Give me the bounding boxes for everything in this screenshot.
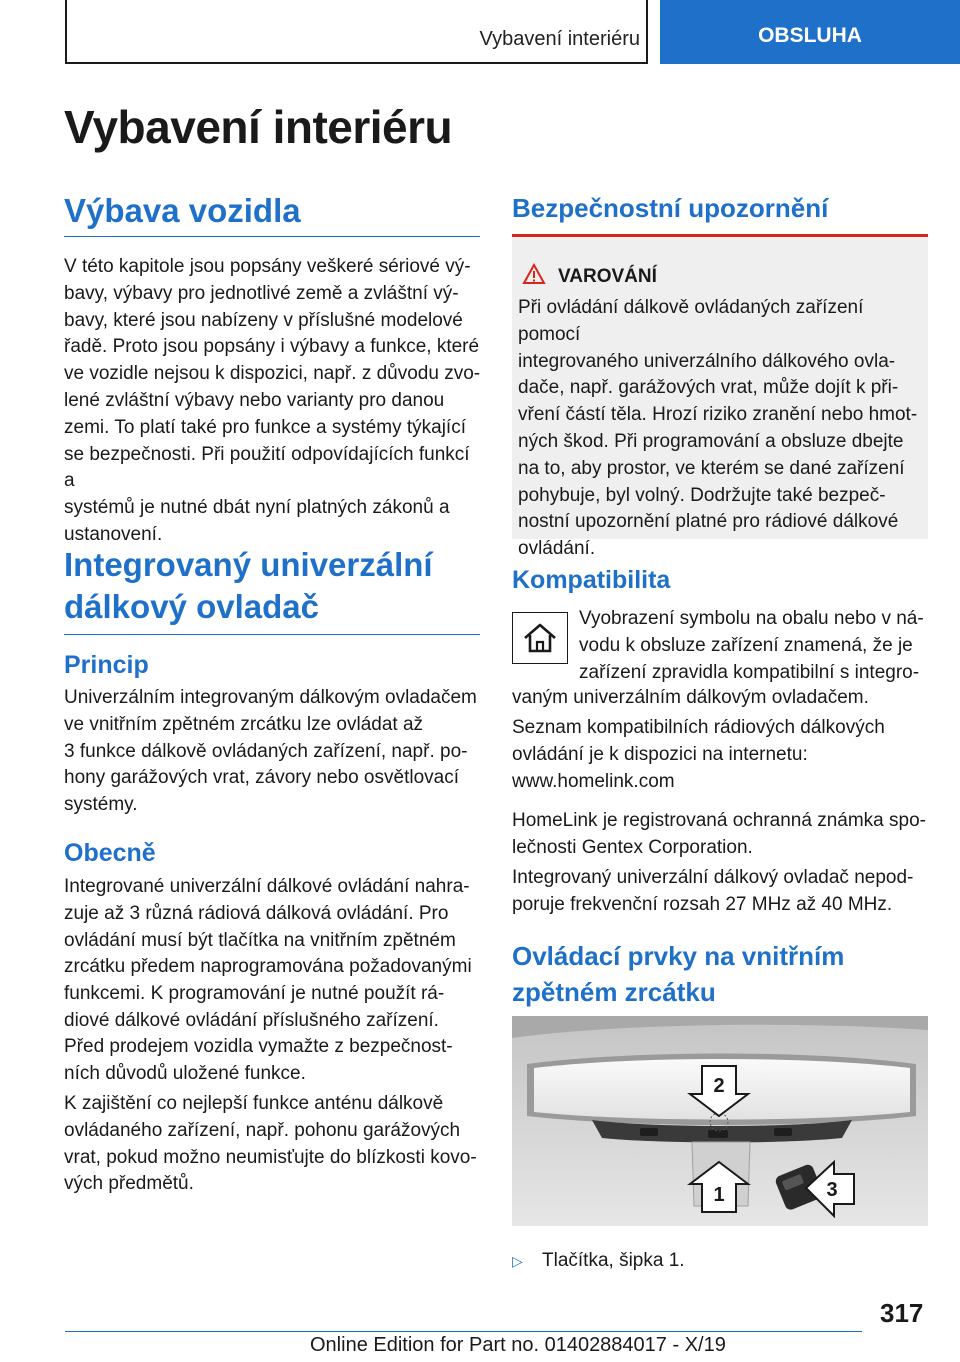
heading-ovladaci — [512, 938, 844, 1010]
header-chapter-tab: OBSLUHA — [660, 0, 960, 64]
heading-bezpecnostni: Bezpečnostní upozornění — [512, 193, 829, 223]
text-line: integrovaného univerzálního dálkového ovla- — [518, 350, 896, 372]
obecne-para-1 — [64, 874, 484, 1035]
kompatibilita-para-3 — [512, 808, 932, 862]
text-line: lečnosti Gentex Corporation. — [512, 836, 753, 858]
text-line: řadě. Proto jsou popsány i výbavy a funkce, které — [64, 336, 480, 358]
mirror-figure — [512, 1016, 928, 1226]
text-line: nostní upozornění platné pro rádiové dálkové — [518, 511, 899, 533]
text-line: vření částí těla. Hrozí riziko zranění nebo hmot- — [518, 404, 918, 426]
text-line: ustanovení. — [64, 523, 163, 545]
text-line: 3 funkce dálkově ovládaných zařízení, např. po- — [64, 740, 468, 762]
obecne-para-3 — [64, 1091, 484, 1198]
text-line: hony garážových vrat, závory nebo osvětlovací — [64, 767, 459, 789]
kompatibilita-para-2 — [512, 715, 932, 795]
heading-line: Integrovaný univerzální — [64, 546, 433, 583]
text-line: ovládání musí být tlačítka na vnitřním zpětném — [64, 929, 456, 951]
warning-text — [518, 295, 928, 563]
text-line: funkcemi. K programování je nutné použít rá- — [64, 983, 445, 1005]
text-line: Při ovládání dálkově ovládaných zařízení pomocí — [518, 297, 864, 345]
text-line: vodu k obsluze zařízení znamená, že je — [579, 634, 913, 656]
obecne-para-2 — [64, 1034, 484, 1088]
text-line: Vyobrazení symbolu na obalu nebo v ná- — [579, 608, 924, 629]
kompatibilita-icon-text — [579, 606, 931, 686]
text-line: vých předmětů. — [64, 1173, 194, 1195]
text-line: na to, aby prostor, ve kterém se dané zařízení — [518, 457, 905, 479]
text-line: ovládání. — [518, 538, 596, 560]
figure-label-3: 3 — [826, 1179, 838, 1201]
text-line: zuje až 3 různá rádiová dálková ovládání. Pro — [64, 902, 449, 924]
warning-title: VAROVÁNÍ — [558, 266, 657, 287]
text-line: ních důvodů uložené funkce. — [64, 1062, 306, 1084]
homelink-url: www.homelink.com — [512, 770, 675, 792]
text-line: Před prodejem vozidla vymažte z bezpečnost- — [64, 1036, 453, 1057]
text-line: bavy, výbavy pro jednotlivé země a zvláštní vý- — [64, 282, 459, 304]
header-section-title: Vybavení interiéru — [479, 28, 640, 50]
text-line: Seznam kompatibilních rádiových dálkových — [512, 717, 885, 738]
heading-princip: Princip — [64, 651, 149, 679]
text-line: poruje frekvenční rozsah 27 MHz až 40 MHz. — [512, 893, 893, 915]
text-line: ovládaného zařízení, např. pohonu garážových — [64, 1119, 461, 1141]
text-line: zrcátku předem naprogramována požadovanými — [64, 956, 472, 978]
heading-line: Ovládací prvky na vnitřním — [512, 941, 845, 971]
text-line: zemi. To platí také pro funkce a systémy týkající — [64, 416, 466, 438]
text-line: K zajištění co nejlepší funkce anténu dálkově — [64, 1093, 444, 1114]
figure-bullet — [512, 1248, 685, 1275]
figure-label-1: 1 — [713, 1184, 725, 1206]
princip-text — [64, 685, 484, 819]
heading-integrovany — [64, 544, 480, 635]
text-line: Univerzálním integrovaným dálkovým ovladačem — [64, 687, 477, 708]
section-vybava — [64, 190, 480, 237]
vybava-text — [64, 254, 484, 549]
text-line: se bezpečnosti. Při použití odpovídajících funkcí a — [64, 443, 470, 492]
footer-edition: Online Edition for Part no. 01402884017 - X/19 — [310, 1334, 726, 1356]
warning-box — [512, 234, 928, 560]
text-line: diové dálkové ovládání příslušného zařízení. — [64, 1009, 439, 1031]
text-line: bavy, které jsou nabízeny v příslušné modelové — [64, 309, 463, 331]
text-line: ných škod. Při programování a obsluze dbejte — [518, 430, 904, 452]
figure-label-2: 2 — [713, 1075, 725, 1097]
text-line: systémy. — [64, 794, 138, 816]
text-line: ovládání je k dispozici na internetu: — [512, 743, 808, 765]
kompatibilita-para-4 — [512, 865, 932, 919]
warning-triangle-icon — [522, 263, 546, 291]
heading-line: zpětném zrcátku — [512, 977, 716, 1007]
text-line: lené zvláštní výbavy nebo varianty pro danou — [64, 389, 445, 411]
text-line: systémů je nutné dbát nyní platných zákonů a — [64, 497, 450, 519]
kompatibilita-text — [512, 685, 932, 712]
text-line: V této kapitole jsou popsány veškeré sériové vý- — [64, 256, 471, 277]
text-line: Integrovaný univerzální dálkový ovladač nepod- — [512, 867, 914, 888]
text-line: Integrované univerzální dálkové ovládání nahra- — [64, 876, 470, 897]
heading-obecne: Obecně — [64, 839, 156, 867]
text-line: ve vozidle nejsou k dispozici, např. z důvodu zvo- — [64, 363, 481, 385]
bullet-triangle-icon: ▷ — [512, 1252, 523, 1269]
text-line: vaným univerzálním dálkovým ovladačem. — [512, 687, 869, 708]
text-line: HomeLink je registrovaná ochranná známka spo- — [512, 810, 926, 831]
page-number: 317 — [880, 1298, 924, 1328]
text-line: ve vnitřním zpětném zrcátku lze ovládat až — [64, 713, 424, 735]
page-title: Vybavení interiéru — [64, 101, 453, 153]
section-integrovany — [64, 544, 480, 635]
bullet-text: Tlačítka, šipka 1. — [542, 1250, 685, 1271]
warning-header — [522, 263, 657, 291]
text-line: zařízení zpravidla kompatibilní s integro- — [579, 661, 920, 683]
heading-line: dálkový ovladač — [64, 588, 319, 625]
text-line: vrat, pokud možno neumisťujte do blízkosti kovo- — [64, 1146, 477, 1168]
text-line: pohybuje, byl volný. Dodržujte také bezpeč- — [518, 484, 886, 506]
heading-vybava: Výbava vozidla — [64, 190, 480, 237]
footer-rule — [65, 1331, 862, 1332]
text-line: dače, např. garážových vrat, může dojít k při- — [518, 377, 899, 399]
home-icon — [512, 612, 568, 664]
heading-kompatibilita: Kompatibilita — [512, 566, 671, 594]
